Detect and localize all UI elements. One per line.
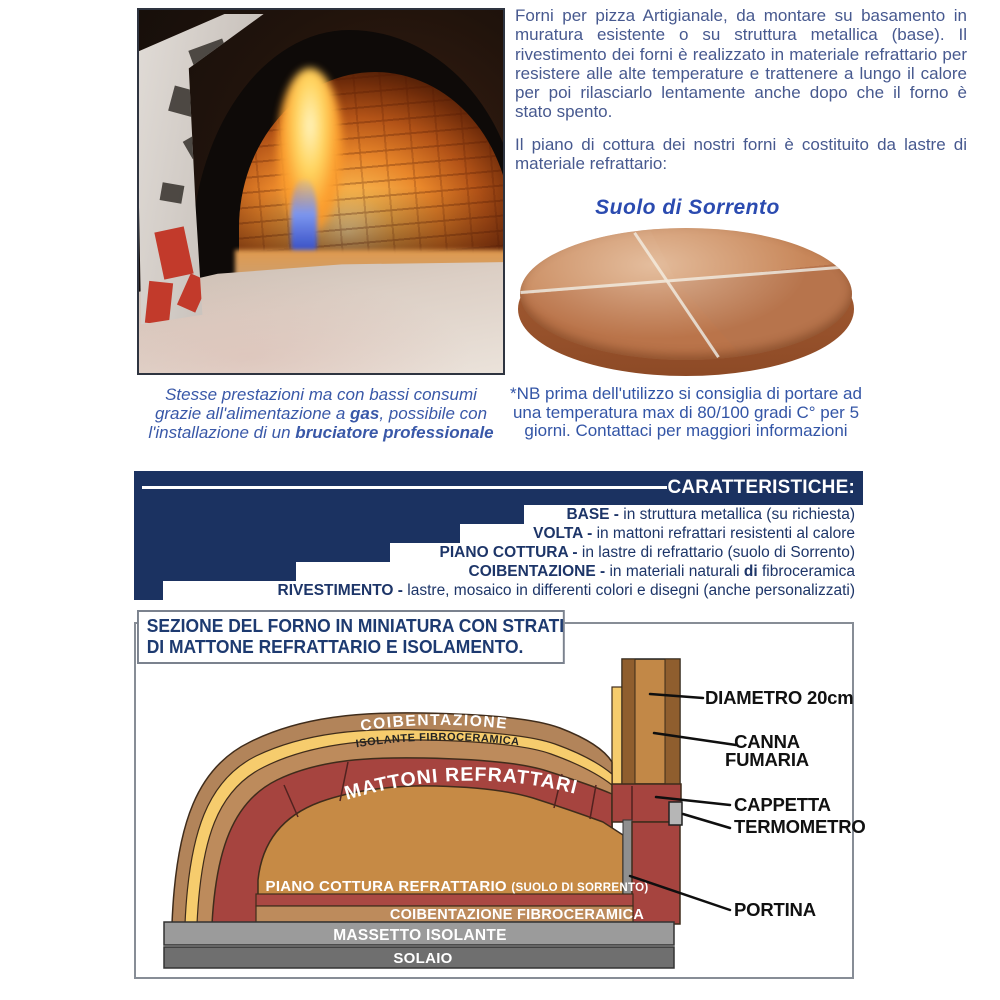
feature-row-volta: VOLTA - in mattoni refrattari resistenti al calore <box>533 525 855 542</box>
diagram-title-line2: DI MATTONE REFRATTARIO E ISOLAMENTO. <box>146 637 524 658</box>
coibentazione-fibroceramica-label: COIBENTAZIONE FIBROCERAMICA <box>389 907 645 923</box>
wall-shadow-mark <box>188 39 229 72</box>
banner-rule <box>142 486 667 489</box>
caratteristiche-banner <box>134 471 863 505</box>
gas-caption <box>137 385 505 442</box>
oven-fire-photo <box>137 8 505 375</box>
massetto-isolante-label: MASSETTO ISOLANTE <box>333 927 507 944</box>
intro-paragraph-2: Il piano di cottura dei nostri forni è costituito da lastre di materiale refrattario: <box>515 134 967 174</box>
piano-cottura-layer-shape <box>256 894 633 906</box>
oven-section-diagram <box>136 624 866 977</box>
nb-note-line: *NB prima dell'utilizzo si consiglia di portare ad <box>510 384 862 403</box>
wall-shadow-mark <box>160 182 185 204</box>
chimney-left-wall <box>622 659 635 784</box>
slab-highlight <box>520 228 852 360</box>
termometro-label: TERMOMETRO <box>734 816 866 837</box>
terracotta-slab-photo <box>518 228 854 376</box>
canna-fumaria-label-line2: FUMARIA <box>725 749 809 770</box>
portina-label: PORTINA <box>734 899 816 920</box>
wall-shadow-mark <box>168 86 204 119</box>
isolante-fibroceramica-label: ISOLANTE FIBROCERAMICA <box>354 731 521 751</box>
diagram-title-box <box>137 610 565 664</box>
suolo-sorrento-sublabel: (SUOLO DI SORRENTO) <box>511 882 649 894</box>
canna-fumaria-label-line1: CANNA <box>734 731 800 752</box>
callout-line-termometro <box>683 814 730 828</box>
feature-row-coibentazione: COIBENTAZIONE - in materiali naturali di fibroceramica <box>468 563 855 580</box>
caratteristiche-title: CARATTERISTICHE: <box>667 477 855 498</box>
chimney-right-wall <box>665 659 680 784</box>
wall-red-mark <box>154 226 193 279</box>
oven-section-diagram-panel <box>134 622 866 979</box>
gas-caption-line: Stesse prestazioni ma con bassi consumi <box>165 385 477 404</box>
feature-row-piano-cottura: PIANO COTTURA - in lastre di refrattario (suolo di Sorrento) <box>439 544 855 561</box>
cappetta-label: CAPPETTA <box>734 794 831 815</box>
gas-caption-line: grazie all'alimentazione a gas, possibile con <box>154 404 488 423</box>
solaio-label: SOLAIO <box>393 950 453 967</box>
termometro-widget <box>669 802 682 825</box>
nb-note <box>505 385 867 441</box>
wall-red-mark <box>145 281 173 325</box>
feature-row-rivestimento: RIVESTIMENTO - lastre, mosaico in differenti colori e disegni (anche personalizzati) <box>277 582 855 599</box>
caratteristiche-section <box>134 471 863 600</box>
intro-paragraph-1: Forni per pizza Artigianale, da montare su basamento in muratura esistente o su struttura metallica (base). Il rivestimento dei forni è realizzato in materiale refrattario per resistere alle alte temperature e trattenere a lungo il calore per poi rilasciarlo lentamente anche dopo che il forno è stato spento. <box>515 6 967 122</box>
diagram-title-line1: SEZIONE DEL FORNO IN MINIATURA CON STRATI <box>146 616 565 636</box>
coibentazione-label: COIBENTAZIONE <box>359 711 509 735</box>
mattoni-refrattari-label: MATTONI REFRATTARI <box>342 763 581 805</box>
nb-note-line: una temperatura max di 80/100 gradi C° per 5 <box>512 402 860 422</box>
feature-row-base: BASE - in struttura metallica (su richiesta) <box>566 506 855 523</box>
diametro-label: DIAMETRO 20cm <box>705 687 854 708</box>
nb-note-line: giorni. Contattaci per maggiori informazioni <box>524 421 848 440</box>
suolo-di-sorrento-heading: Suolo di Sorrento <box>595 196 780 219</box>
piano-cottura-label: PIANO COTTURA REFRATTARIO <box>265 878 512 895</box>
intro-text-block <box>515 6 967 173</box>
slab-top-face <box>520 228 852 360</box>
gas-caption-line: l'installazione di un bruciatore professionale <box>148 423 494 442</box>
